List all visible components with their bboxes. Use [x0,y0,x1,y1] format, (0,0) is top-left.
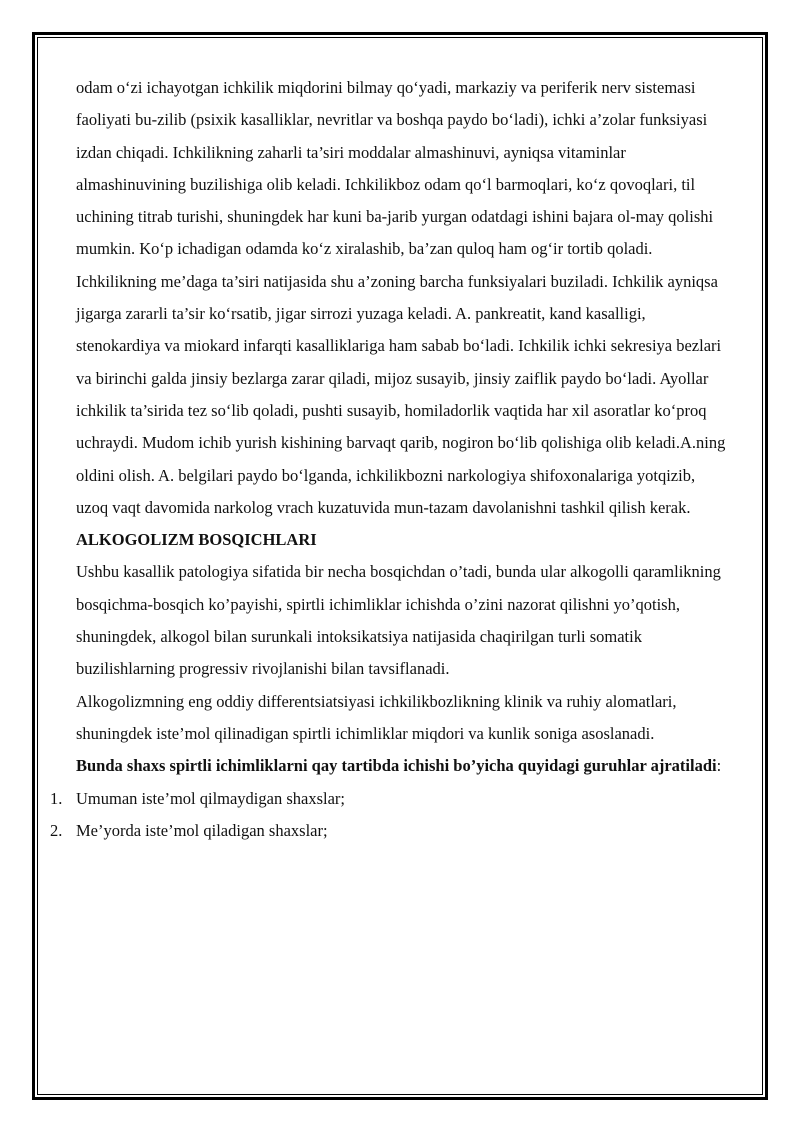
list-item-text: Umuman iste’mol qilmaydigan shaxslar; [76,788,345,808]
list-item-number: 2. [50,820,63,840]
section-heading: ALKOGOLIZM BOSQICHLARI [76,530,317,550]
groups-intro-bold: Bunda shaxs spirtli ichimliklarni qay tartibda ichishi bo’yicha quyidagi guruhlar ajratiladi [76,756,717,776]
list-item-number: 1. [50,788,63,808]
groups-list [50,783,726,848]
paragraph-stages: Ushbu kasallik patologiya sifatida bir necha bosqichdan o’tadi, bunda ular alkogolli qaramlikning bosqichma-bosqich ko’payishi, spirtli ichimliklar ichishda o’zini nazorat qilishni yo’qotish, shuningdek, alkogol bilan surunkali intoksikatsiya natijasida chaqirilgan turli somatik buzilishlarning progressiv rivojlanishi bilan tavsiflanadi. [76,562,721,679]
list-item-text: Me’yorda iste’mol qiladigan shaxslar; [76,820,328,840]
list-item [50,783,726,815]
paragraph-consequences: odam o‘zi ichayotgan ichkilik miqdorini bilmay qo‘yadi, markaziy va periferik nerv sistemasi faoliyati bu-zilib (psixik kasalliklar, nevritlar va boshqa paydo bo‘ladi), ichki a’zolar funksiyasi izdan chiqadi. Ichkilikning zaharli ta’siri moddalar almashinuvi, ayniqsa vitaminlar almashinuvining buzilishiga olib keladi. Ichkilikboz odam qo‘l barmoqlari, ko‘z qovoqlari, til uchining titrab turishi, shuningdek har kuni ba-jarib yurgan odatdagi ishini bajara ol-may qolishi mumkin. Ko‘p ichadigan odamda ko‘z xiralashib, ba’zan quloq ham og‘ir tortib qoladi. Ichkilikning me’daga ta’siri natijasida shu a’zoning barcha funksiyalari buziladi. Ichkilik ayniqsa jigarga zararli ta’sir ko‘rsatib, jigar sirrozi yuzaga keladi. A. pankreatit, kand kasalligi, stenokardiya va miokard infarqti kasalliklariga ham sabab bo‘ladi. Ichkilik ichki sekresiya bezlari va birinchi galda jinsiy bezlarga zarar qiladi, mijoz susayib, jinsiy zaiflik paydo bo‘ladi. Ayollar ichkilik ta’sirida tez so‘lib qoladi, pushti susayib, homiladorlik vaqtida har xil asoratlar ko‘proq uchraydi. Mudom ichib yurish kishining barvaqt qarib, nogiron bo‘lib qolishiga olib keladi.A.ning oldini olish. A. belgilari paydo bo‘lganda, ichkilikbozni narkologiya shifoxonalariga yotqizib, uzoq vaqt davomida narkolog vrach kuzatuvida mun-tazam davolanishni tashkil qilish kerak. [76,78,726,517]
document-body [50,72,726,847]
list-item [50,815,726,847]
paragraph-groups-intro [76,750,726,782]
paragraph-differentiation: Alkogolizmning eng oddiy differentsiatsiyasi ichkilikbozlikning klinik va ruhiy alomatlari, shuningdek iste’mol qilinadigan spirtli ichimliklar miqdori va kunlik soniga asoslanadi. [76,691,677,743]
groups-intro-colon: : [716,756,722,776]
